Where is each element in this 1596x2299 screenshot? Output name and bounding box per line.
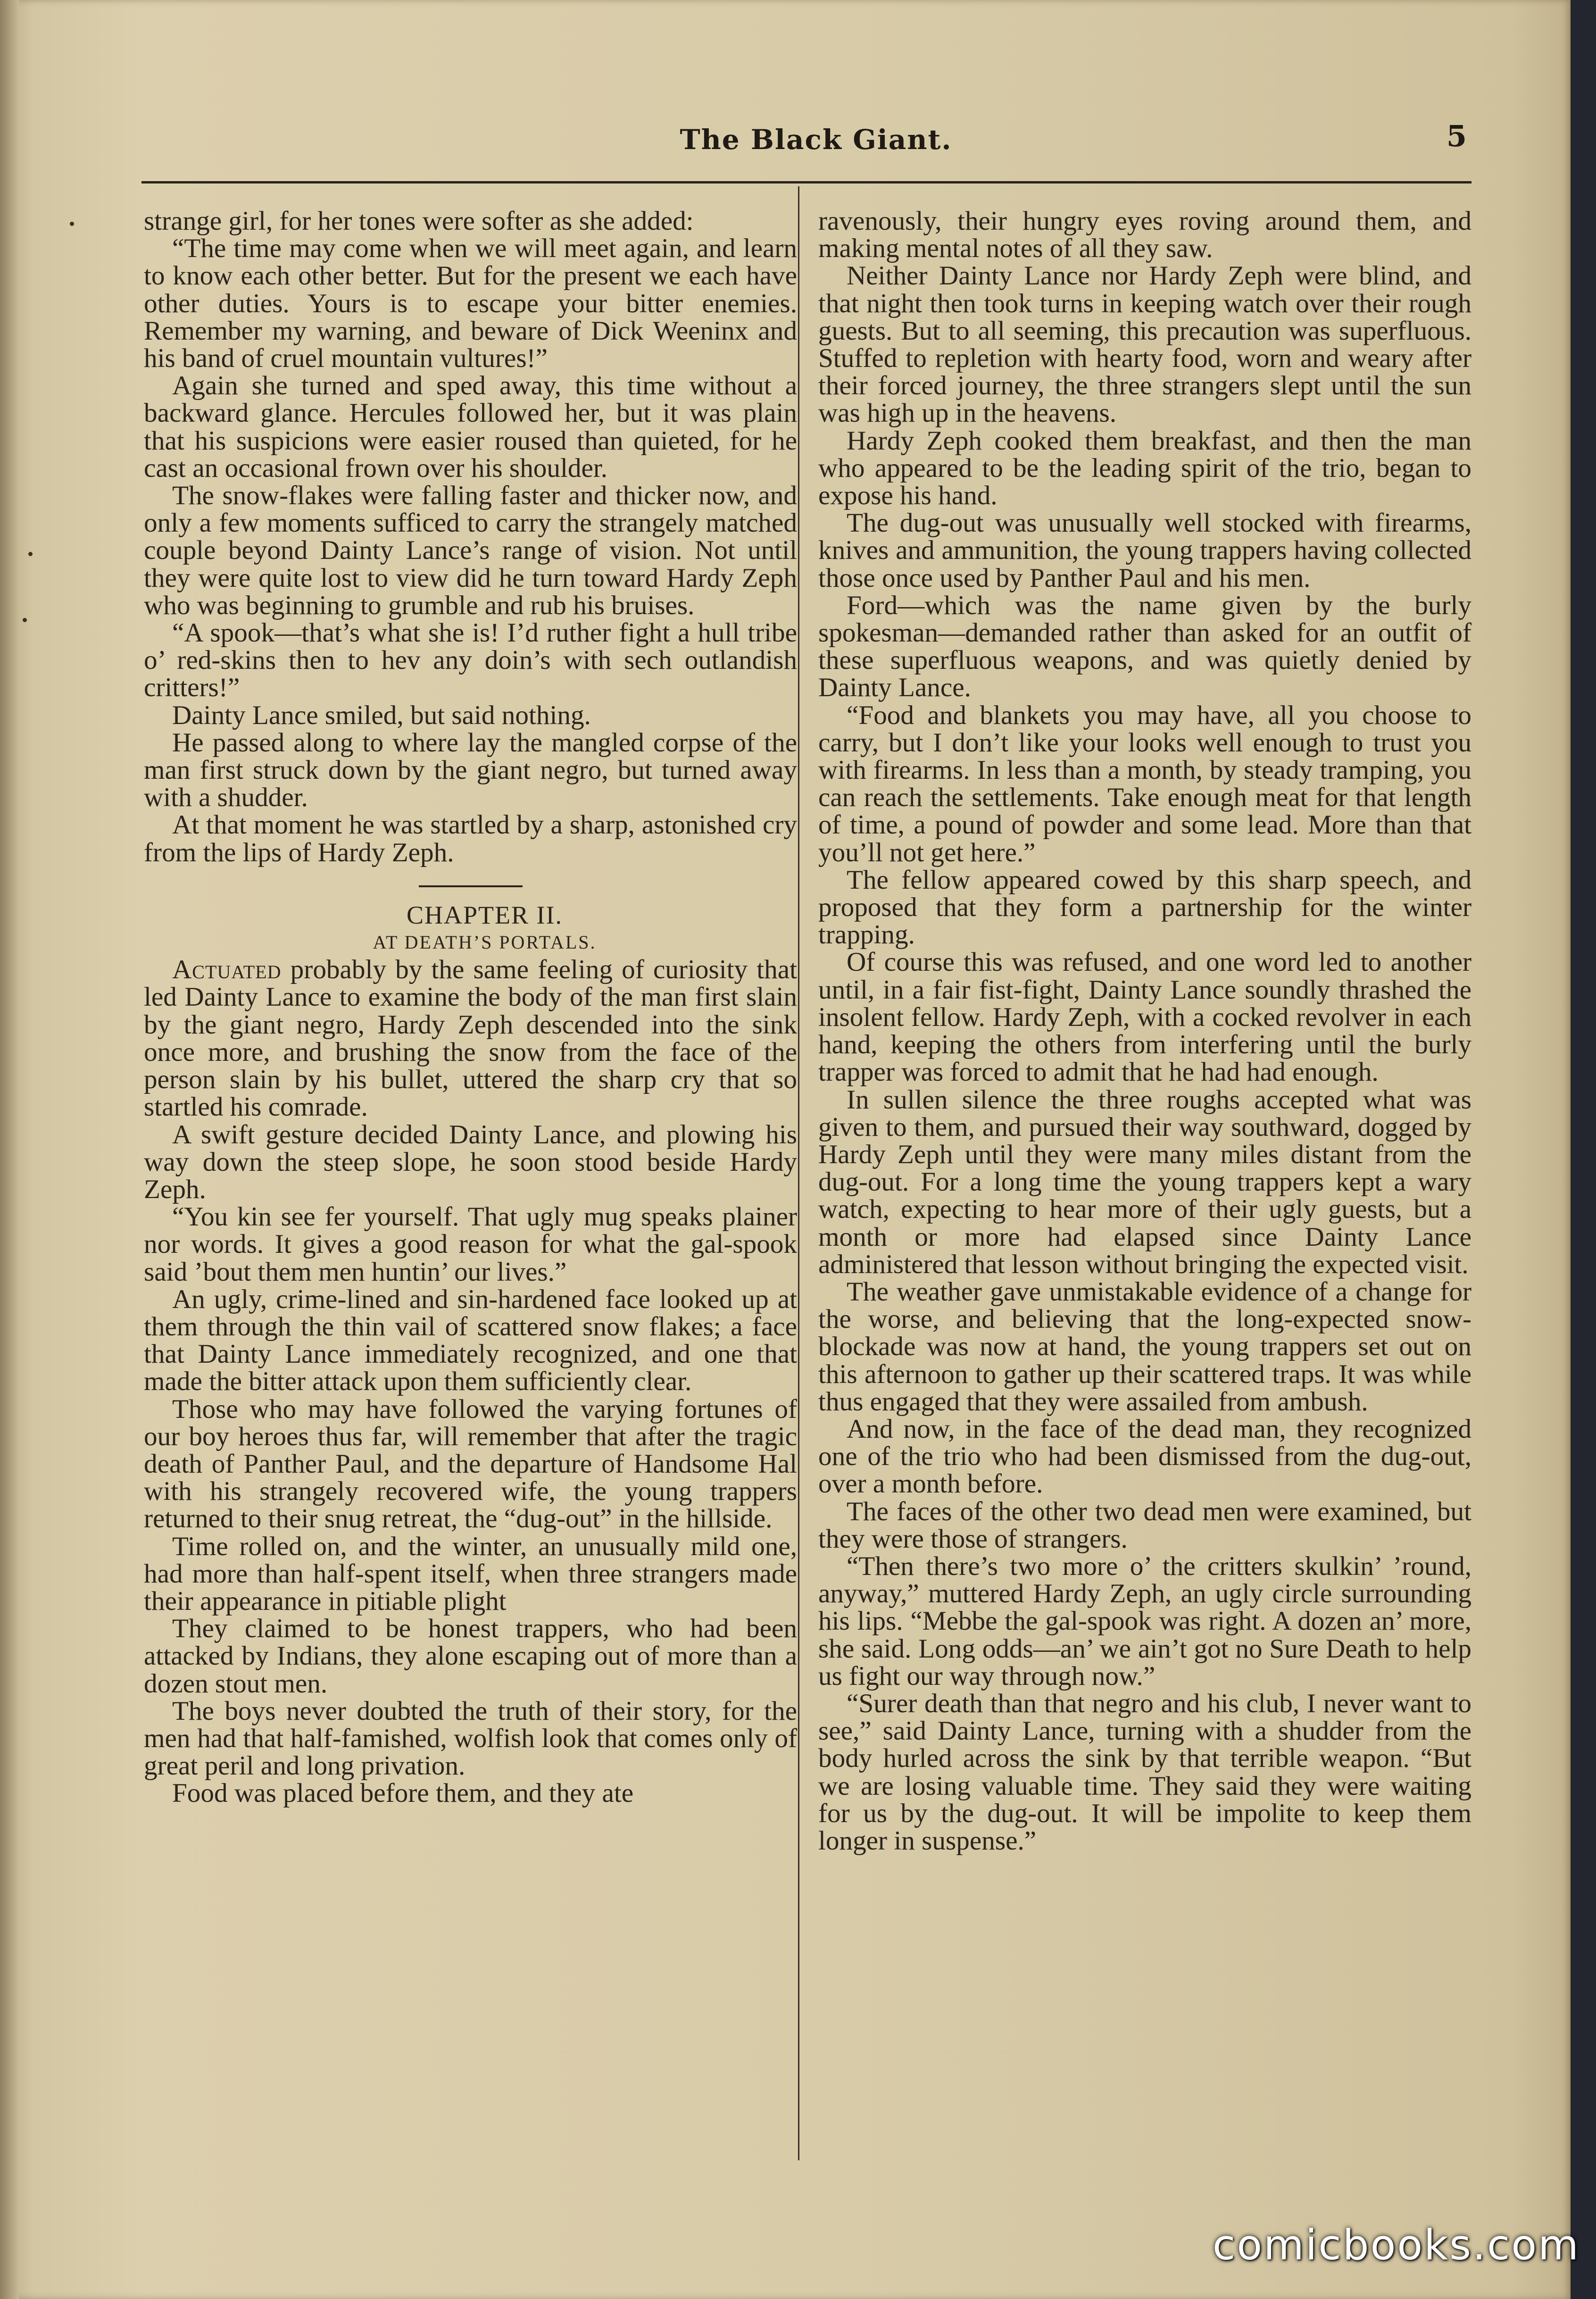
- paragraph: Those who may have followed the varying fortunes of our boy heroes thus far, will remember that after the tragic death of Panther Paul, and the departure of Handsome Hal with his strangely recovered wife, the young trappers returned to their snug retreat, the “dug-out” in the hillside.: [144, 1394, 797, 1534]
- margin-speck: [28, 552, 33, 556]
- paragraph: Of course this was refused, and one word led to another until, in a fair fist-fight, Dainty Lance soundly thrashed the insolent fellow. Hardy Zeph, with a cocked revolver in each hand, keeping the others from interfering until the burly trapper was forced to admit that he had had enough.: [818, 947, 1471, 1087]
- paragraph: strange girl, for her tones were softer as she added:: [144, 206, 694, 236]
- paragraph: Neither Dainty Lance nor Hardy Zeph were blind, and that night then took turns in keeping watch over their rough guests. But to all seeming, this precaution was superfluous. Stuffed to repletion with hearty food, worn and weary after their forced journey, the three strangers slept until the sun was high up in the heavens.: [818, 261, 1471, 428]
- chapter-rule: [419, 885, 523, 887]
- left-column: [144, 208, 797, 1808]
- paragraph: An ugly, crime-lined and sin-hardened face looked up at them through the thin vail of scattered snow flakes; a face that Dainty Lance immediately recognized, and one that made the bitter attack upon them sufficiently clear.: [144, 1284, 797, 1397]
- opening-text: probably by the same feeling of curiosity that led Dainty Lance to examine the body of the man first slain by the giant negro, Hardy Zeph descended into the sink once more, and brushing the snow from the face of the person slain by his bullet, uttered the sharp cry that so startled his comrade.: [144, 955, 797, 1122]
- chapter-opening-paragraph: [144, 956, 797, 1121]
- paragraph: The dug-out was unusually well stocked with firearms, knives and ammunition, the young trappers having collected those once used by Panther Paul and his men.: [818, 508, 1471, 593]
- margin-speck: [70, 222, 74, 226]
- paragraph: The boys never doubted the truth of their story, for the men had that half-famished, wolfish look that comes only of great peril and long privation.: [144, 1696, 797, 1781]
- paragraph: The snow-flakes were falling faster and thicker now, and only a few moments sufficed to carry the strangely matched couple beyond Dainty Lance’s range of vision. Not until they were quite lost to view did he turn toward Hardy Zeph who was beginning to grumble and rub his bruises.: [144, 481, 797, 620]
- paragraph: Time rolled on, and the winter, an unusually mild one, had more than half-spent itself, when three strangers made their appearance in pitiable plight: [144, 1531, 797, 1616]
- paragraph: “Food and blankets you may have, all you choose to carry, but I don’t like your looks well enough to trust you with firearms. In less than a month, by steady tramping, you can reach the settlements. Take enough meat for that length of time, a pound of powder and some lead. More than that you’ll not get here.”: [818, 700, 1471, 867]
- paragraph: And now, in the face of the dead man, they recognized one of the trio who had been dismissed from the dug-out, over a month before.: [818, 1414, 1471, 1499]
- paragraph: “The time may come when we will meet again, and learn to know each other better. But for the present we each have other duties. Yours is to escape your bitter enemies. Remember my warning, and beware of Dick Weeninx and his band of cruel mountain vultures!”: [144, 233, 797, 374]
- paragraph: In sullen silence the three roughs accepted what was given to them, and pursued their way southward, dogged by Hardy Zeph until they were many miles distant from the dug-out. For a long time the young trappers kept a wary watch, expecting to hear more of their ugly guests, but a month or more had elapsed since Dainty Lance administered that lesson without bringing the expected visit.: [818, 1084, 1471, 1279]
- paragraph: A swift gesture decided Dainty Lance, and plowing his way down the steep slope, he soon stood beside Hardy Zeph.: [144, 1119, 797, 1204]
- column-divider: [798, 186, 799, 2160]
- chapter-title: CHAPTER II.: [407, 900, 563, 929]
- chapter-subtitle: AT DEATH’S PORTALS.: [373, 932, 597, 953]
- page-number: 5: [1446, 119, 1467, 153]
- paragraph: “Then there’s two more o’ the critters skulkin’ ’round, anyway,” muttered Hardy Zeph, an ugly circle surrounding his lips. “Mebbe the gal-spook was right. A dozen an’ more, she said. Long odds—an’ we ain’t got no Sure Death to help us fight our way through now.”: [818, 1551, 1471, 1691]
- paragraph: They claimed to be honest trappers, who had been attacked by Indians, they alone escaping out of more than a dozen stout men.: [144, 1614, 797, 1699]
- paragraph: “A spook—that’s what she is! I’d ruther fight a hull tribe o’ red-skins then to hev any doin’s with sech outlandish critters!”: [144, 618, 797, 703]
- paragraph: Ford—which was the name given by the burly spokesman—demanded rather than asked for an outfit of these superfluous weapons, and was quietly denied by Dainty Lance.: [818, 590, 1471, 703]
- paragraph: Hardy Zeph cooked them breakfast, and then the man who appeared to be the leading spirit of the trio, began to expose his hand.: [818, 425, 1471, 511]
- page-gutter-edge: [0, 0, 19, 2299]
- header-rule: [141, 181, 1471, 183]
- margin-speck: [23, 618, 27, 622]
- paragraph: At that moment he was startled by a sharp, astonished cry from the lips of Hardy Zeph.: [144, 810, 797, 867]
- paragraph: Again she turned and sped away, this time without a backward glance. Hercules followed her, but it was plain that his suspicions were easier roused than quieted, for he cast an occasional frown over his shoulder.: [144, 371, 797, 483]
- running-title: The Black Giant.: [680, 124, 952, 156]
- right-column: [818, 208, 1471, 1855]
- paragraph: The weather gave unmistakable evidence of a change for the worse, and believing that the long-expected snow-blockade was now at hand, the young trappers set out on this afternoon to gather up their scattered traps. It was while thus engaged that they were assailed from ambush.: [818, 1276, 1471, 1416]
- site-watermark: comicbooks.com: [1212, 2221, 1580, 2269]
- paragraph: Dainty Lance smiled, but said nothing.: [172, 700, 591, 730]
- paragraph: ravenously, their hungry eyes roving around them, and making mental notes of all they saw.: [818, 206, 1471, 264]
- paragraph: The fellow appeared cowed by this sharp speech, and proposed that they form a partnership for the winter trapping.: [818, 865, 1471, 950]
- paragraph: The faces of the other two dead men were examined, but they were those of strangers.: [818, 1496, 1471, 1554]
- paragraph: Food was placed before them, and they ate: [172, 1778, 634, 1808]
- opening-word: Actuated: [172, 955, 282, 985]
- paragraph: He passed along to where lay the mangled corpse of the man first struck down by the giant negro, but turned away with a shudder.: [144, 727, 797, 813]
- paragraph: “Surer death than that negro and his club, I never want to see,” said Dainty Lance, turning with a shudder from the body hurled across the sink by that terrible weapon. “But we are losing valuable time. They said they were waiting for us by the dug-out. It will be impolite to keep them longer in suspense.”: [818, 1688, 1471, 1856]
- paragraph: “You kin see fer yourself. That ugly mug speaks plainer nor words. It gives a good reason for what the gal-spook said ’bout them men huntin’ our lives.”: [144, 1202, 797, 1287]
